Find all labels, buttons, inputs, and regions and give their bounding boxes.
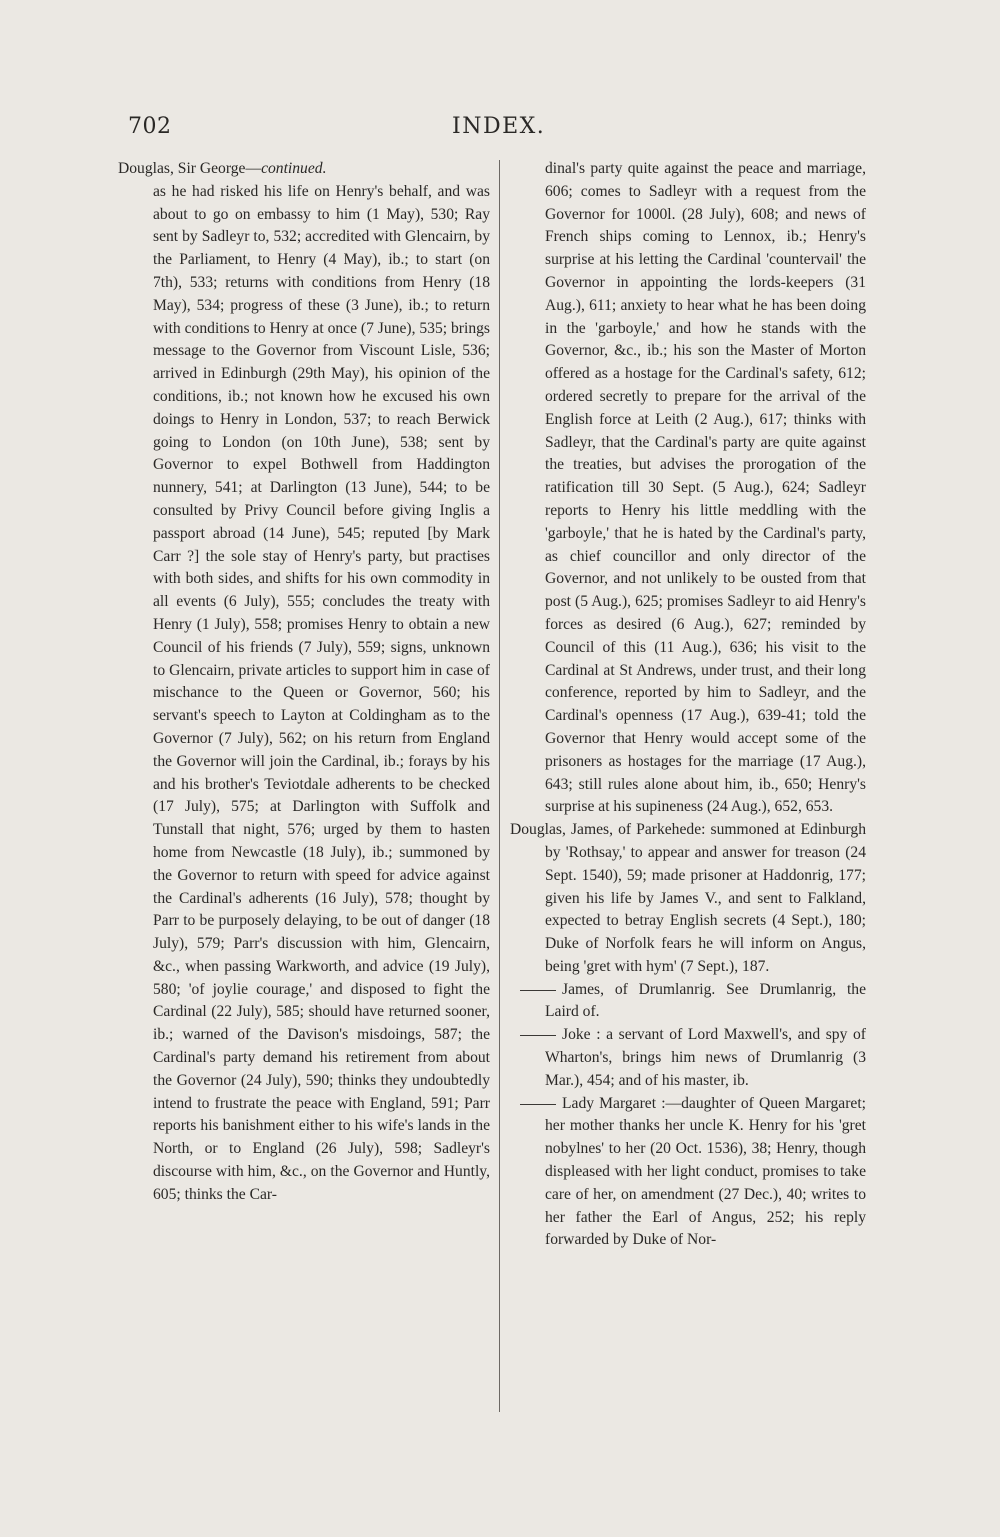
subentry-lady-margaret [510,1093,866,1253]
running-head: INDEX. [452,114,546,139]
entry-head: Douglas, Sir George— [118,160,262,177]
entry-body: as he had risked his life on Henry's behalf, and was about to go on embassy to him (1 May), 530; Ray sent by Sadleyr to, 532; accredited with Glencairn, by the Parliament, to Henry (4 May), ib.; to start (on 7th), 533; returns with conditions from Henry (18 May), 534; progress of these (3 June), ib.; to return with conditions to Henry at once (7 June), 535; brings message to the Governor from Viscount Lisle, 536; arrived in Edinburgh (29th May), his opinion of the conditions, ib.; not known how he excused his own doings to Henry in London, 537; to reach Berwick going to London (on 10th June), 538; sent by Governor to expel Bothwell from Haddington nunnery, 541; at Darlington (13 June), 544; to be consulted by Privy Council before giving Inglis a passport abroad (14 June), 545; reputed [by Mark Carr ?] the sole stay of Henry's party, but practises with both sides, and shifts for his own commodity in all events (6 July), 555; concludes the treaty with Henry (1 July), 558; promises Henry to obtain a new Council of his friends (7 July), 559; signs, unknown to Glencairn, private articles to support him in case of mischance to the Queen or Governor, 560; his servant's speech to Layton at Coldingham as to the Governor (7 July), 562; on his return from England the Governor will join the Cardinal, ib.; forays by his and his brother's Teviotdale adherents to be checked (17 July), 575; at Darlington with Suffolk and Tunstall that night, 576; urged by them to hasten home from Newcastle (18 July), ib.; summoned by the Governor to return with speed for advice against the Cardinal's adherents (16 July), 578; thought by Parr to be purposely delaying, to be out of danger (18 July), 579; Parr's discussion with him, Glencairn, &c., when passing Warkworth, and advice (19 July), 580; 'of joylie courage,' and disposed to fight the Cardinal (22 July), 585; should have returned sooner, ib.; warned of the Davison's misdoings, 587; the Cardinal's party demand his retirement from about the Governor (24 July), 590; thinks they undoubtedly intend to frustrate the peace with England, 591; Parr reports his banishment either to his wife's lands in the North, or to England (26 July), 598; Sadleyr's discourse with him, &c., on the Governor and Huntly, 605; thinks the Car- [153,182,490,1203]
subentry-joke [510,1024,866,1092]
left-column [118,158,490,1207]
em-dash-rule [520,1104,556,1105]
subentry-text: Lady Margaret :—daughter of Queen Margaret; her mother thanks her uncle K. Henry for his 'gret nobylnes' to her (20 Oct. 1536), 38; Henry, though displeased with her light conduct, promises to take care of her, on amendment (27 Dec.), 40; writes to her father the Earl of Angus, 252; his reply forwarded by Duke of Nor- [545,1094,866,1249]
entry-head-continued: continued. [261,160,327,177]
index-entry-douglas-sir-george [118,158,490,181]
right-column [510,158,866,1252]
page-header [0,110,1000,150]
page-number: 702 [128,114,172,139]
column-divider [499,160,500,1412]
subentry-james-drumlanrig [510,979,866,1025]
em-dash-rule [520,1035,556,1036]
entry-continuation: dinal's party quite against the peace and marriage, 606; comes to Sadleyr with a request from the Governor for 1000l. (28 July), 608; and news of French ships coming to Lennox, ib.; Henry's surprise at his letting the Cardinal 'countervail' the Governor in appointing the lords-keepers (31 Aug.), 611; anxiety to hear what he has been doing in the 'garboyle,' and how he stands with the Governor, &c., ib.; his son the Master of Morton offered as a hostage for the Cardinal's safety, 612; ordered secretly to prepare for the arrival of the English force at Leith (2 Aug.), 617; thinks with Sadleyr, that the Cardinal's party are quite against the treaties, but advises the prorogation of the ratification till 30 Sept. (5 Aug.), 624; Sadleyr reports to Henry his little meddling with the 'garboyle,' that he is hated by the Cardinal's party, as chief councillor and only director of the Governor, and not unlikely to be ousted from that post (5 Aug.), 625; promises Sadleyr to aid Henry's forces as desired (6 Aug.), 627; reminded by Council of this (11 Aug.), 636; his visit to the Cardinal at St Andrews, under trust, and their long conference, reported by him to Sadleyr, and the Cardinal's openness (17 Aug.), 639-41; told the Governor that Henry would accept some of the prisoners as hostages for the marriage (17 Aug.), 643; still rules alone about him, ib., 650; Henry's surprise at his supineness (24 Aug.), 652, 653. [545,160,866,816]
subentry-text: Joke : a servant of Lord Maxwell's, and spy of Wharton's, brings him news of Drumlanrig (3 Mar.), 454; and of his master, ib. [545,1026,866,1089]
em-dash-rule [520,990,556,991]
index-entry-douglas-james-parkehede: Douglas, James, of Parkehede: summoned at Edinburgh by 'Rothsay,' to appear and answer for treason (24 Sept. 1540), 59; made prisoner at Haddonrig, 177; given his life by James V., and sent to Falkland, expected to betray English secrets (4 Sept.), 180; Duke of Norfolk fears he will inform on Angus, being 'gret with hym' (7 Sept.), 187. [510,821,866,975]
subentry-text: James, of Drumlanrig. See Drumlanrig, the Laird of. [545,980,866,1021]
